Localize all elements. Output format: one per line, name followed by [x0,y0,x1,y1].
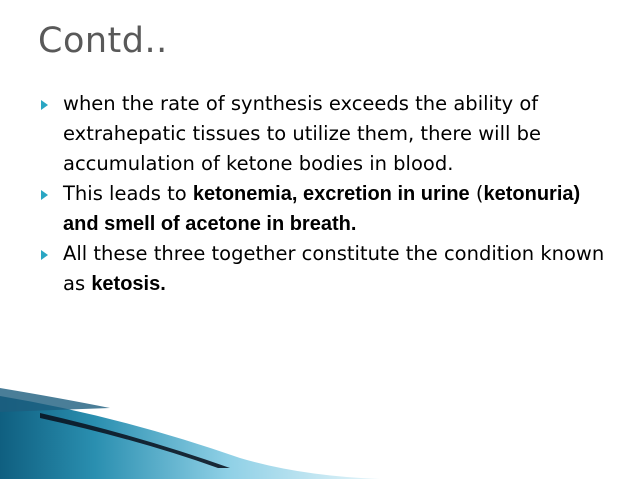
bullet-bold-term: ketosis. [91,273,166,295]
bullet-item [38,179,618,239]
bullet-text: ( [469,182,484,205]
bullet-text: All these three together constitute the condition known as [63,242,605,295]
bullet-arrow-icon [41,190,48,200]
bullet-item [38,89,618,179]
bullet-text: when the rate of synthesis exceeds the ability of extrahepatic tissues to utilize them, there will be accumulation of ketone bodies in blood. [63,92,541,175]
slide-title: Contd.. [38,21,168,61]
bullet-bold-term: ketonemia, excretion in urine [192,183,470,205]
bullet-arrow-icon [41,100,48,110]
bullet-text: This leads to [63,182,193,205]
bullet-list [38,89,618,299]
wave-shape-accent [0,388,110,412]
bullet-bold-term: ketonuria) and smell of acetone in breath. [63,183,581,235]
bullet-arrow-icon [41,250,48,260]
bullet-item [38,239,618,299]
wave-decoration [0,388,400,479]
